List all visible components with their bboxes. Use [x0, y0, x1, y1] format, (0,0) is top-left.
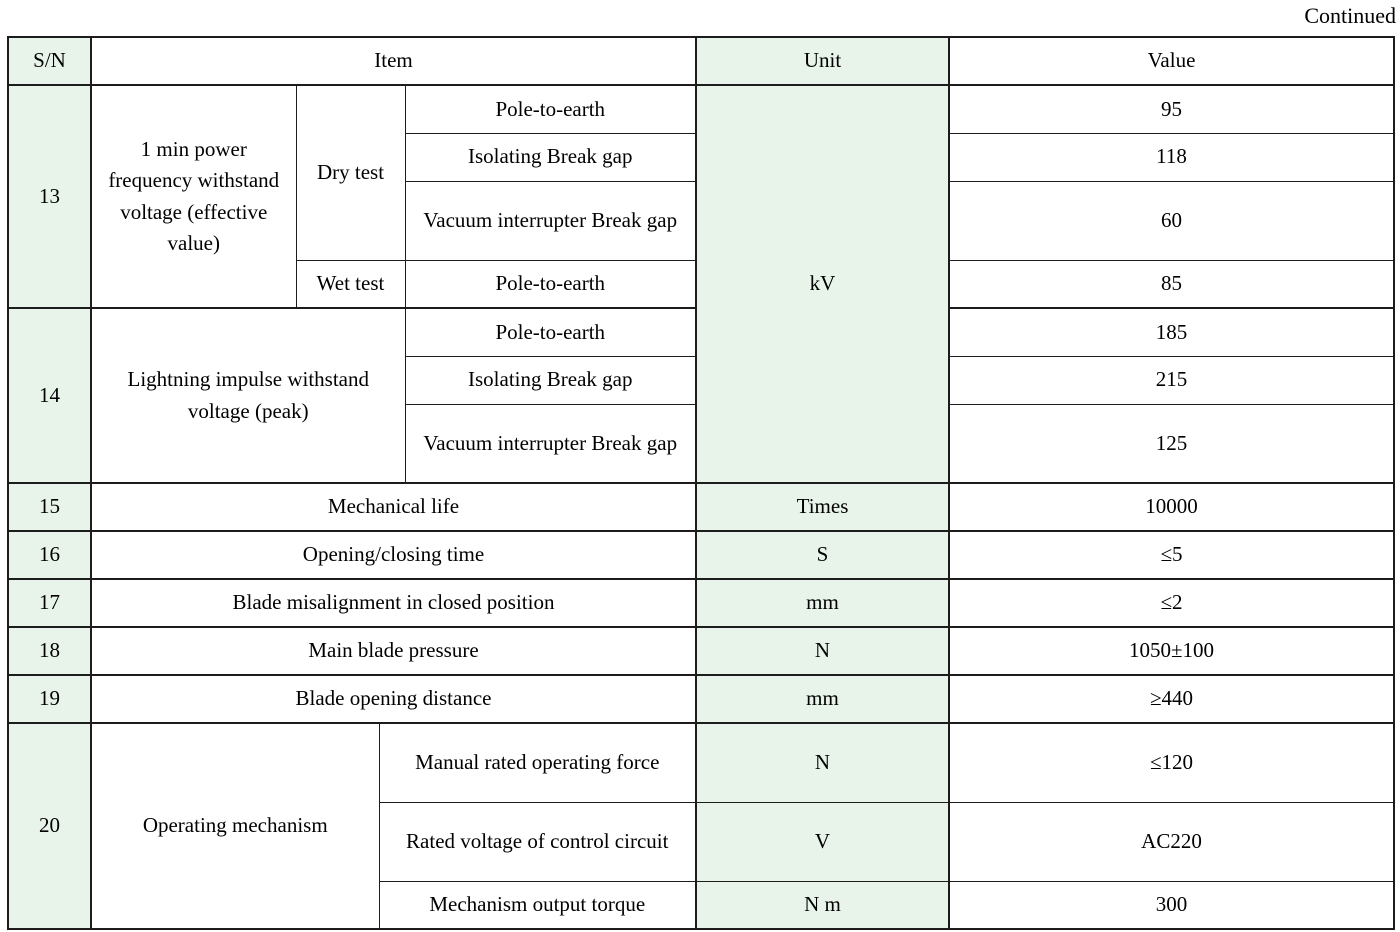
cell-dry-test-13: Dry test [296, 85, 405, 260]
cell-value-19: ≥440 [949, 675, 1394, 723]
cell-sn-20: 20 [8, 723, 91, 929]
continued-label: Continued [1304, 3, 1396, 28]
cell-unit-20b: V [696, 802, 949, 881]
cell-item-20: Operating mechanism [91, 723, 379, 929]
cell-item-16: Opening/closing time [91, 531, 696, 579]
row-13a [8, 85, 1394, 133]
cell-item-19: Blade opening distance [91, 675, 696, 723]
cell-unit-16: S [696, 531, 949, 579]
cell-sub-13d: Pole-to-earth [405, 260, 696, 308]
cell-sn-13: 13 [8, 85, 91, 308]
cell-sn-15: 15 [8, 483, 91, 531]
cell-unit-20c: N m [696, 881, 949, 929]
cell-sub-14b: Isolating Break gap [405, 356, 696, 404]
cell-item-15: Mechanical life [91, 483, 696, 531]
cell-value-15: 10000 [949, 483, 1394, 531]
header-sn: S/N [8, 37, 91, 85]
cell-sub-13b: Isolating Break gap [405, 133, 696, 181]
cell-value-13c: 60 [949, 181, 1394, 260]
cell-sub-14c: Vacuum interrupter Break gap [405, 404, 696, 483]
cell-item-14: Lightning impulse withstand voltage (peak) [91, 308, 405, 483]
cell-item-13: 1 min power frequency withstand voltage (effective value) [91, 85, 296, 308]
header-unit: Unit [696, 37, 949, 85]
cell-sn-16: 16 [8, 531, 91, 579]
row-15 [8, 483, 1394, 531]
cell-value-17: ≤2 [949, 579, 1394, 627]
cell-unit-kv: kV [696, 85, 949, 483]
cell-item-17: Blade misalignment in closed position [91, 579, 696, 627]
cell-unit-17: mm [696, 579, 949, 627]
cell-value-14b: 215 [949, 356, 1394, 404]
cell-value-20c: 300 [949, 881, 1394, 929]
cell-value-20a: ≤120 [949, 723, 1394, 802]
cell-value-14a: 185 [949, 308, 1394, 356]
cell-unit-18: N [696, 627, 949, 675]
header-row [8, 37, 1394, 85]
cell-sub-13c: Vacuum interrupter Break gap [405, 181, 696, 260]
cell-value-13b: 118 [949, 133, 1394, 181]
row-17 [8, 579, 1394, 627]
cell-value-20b: AC220 [949, 802, 1394, 881]
header-item: Item [91, 37, 696, 85]
cell-sn-14: 14 [8, 308, 91, 483]
cell-value-13d: 85 [949, 260, 1394, 308]
row-16 [8, 531, 1394, 579]
cell-value-18: 1050±100 [949, 627, 1394, 675]
cell-sub-20c: Mechanism output torque [379, 881, 696, 929]
cell-sub-20b: Rated voltage of control circuit [379, 802, 696, 881]
cell-value-13a: 95 [949, 85, 1394, 133]
cell-unit-20a: N [696, 723, 949, 802]
cell-value-16: ≤5 [949, 531, 1394, 579]
spec-table [7, 36, 1395, 930]
cell-sn-18: 18 [8, 627, 91, 675]
cell-sn-17: 17 [8, 579, 91, 627]
row-20a [8, 723, 1394, 802]
cell-unit-15: Times [696, 483, 949, 531]
cell-sn-19: 19 [8, 675, 91, 723]
cell-wet-test-13: Wet test [296, 260, 405, 308]
row-19 [8, 675, 1394, 723]
cell-item-18: Main blade pressure [91, 627, 696, 675]
cell-sub-13a: Pole-to-earth [405, 85, 696, 133]
row-18 [8, 627, 1394, 675]
cell-sub-20a: Manual rated operating force [379, 723, 696, 802]
cell-unit-19: mm [696, 675, 949, 723]
header-value: Value [949, 37, 1394, 85]
cell-sub-14a: Pole-to-earth [405, 308, 696, 356]
cell-value-14c: 125 [949, 404, 1394, 483]
